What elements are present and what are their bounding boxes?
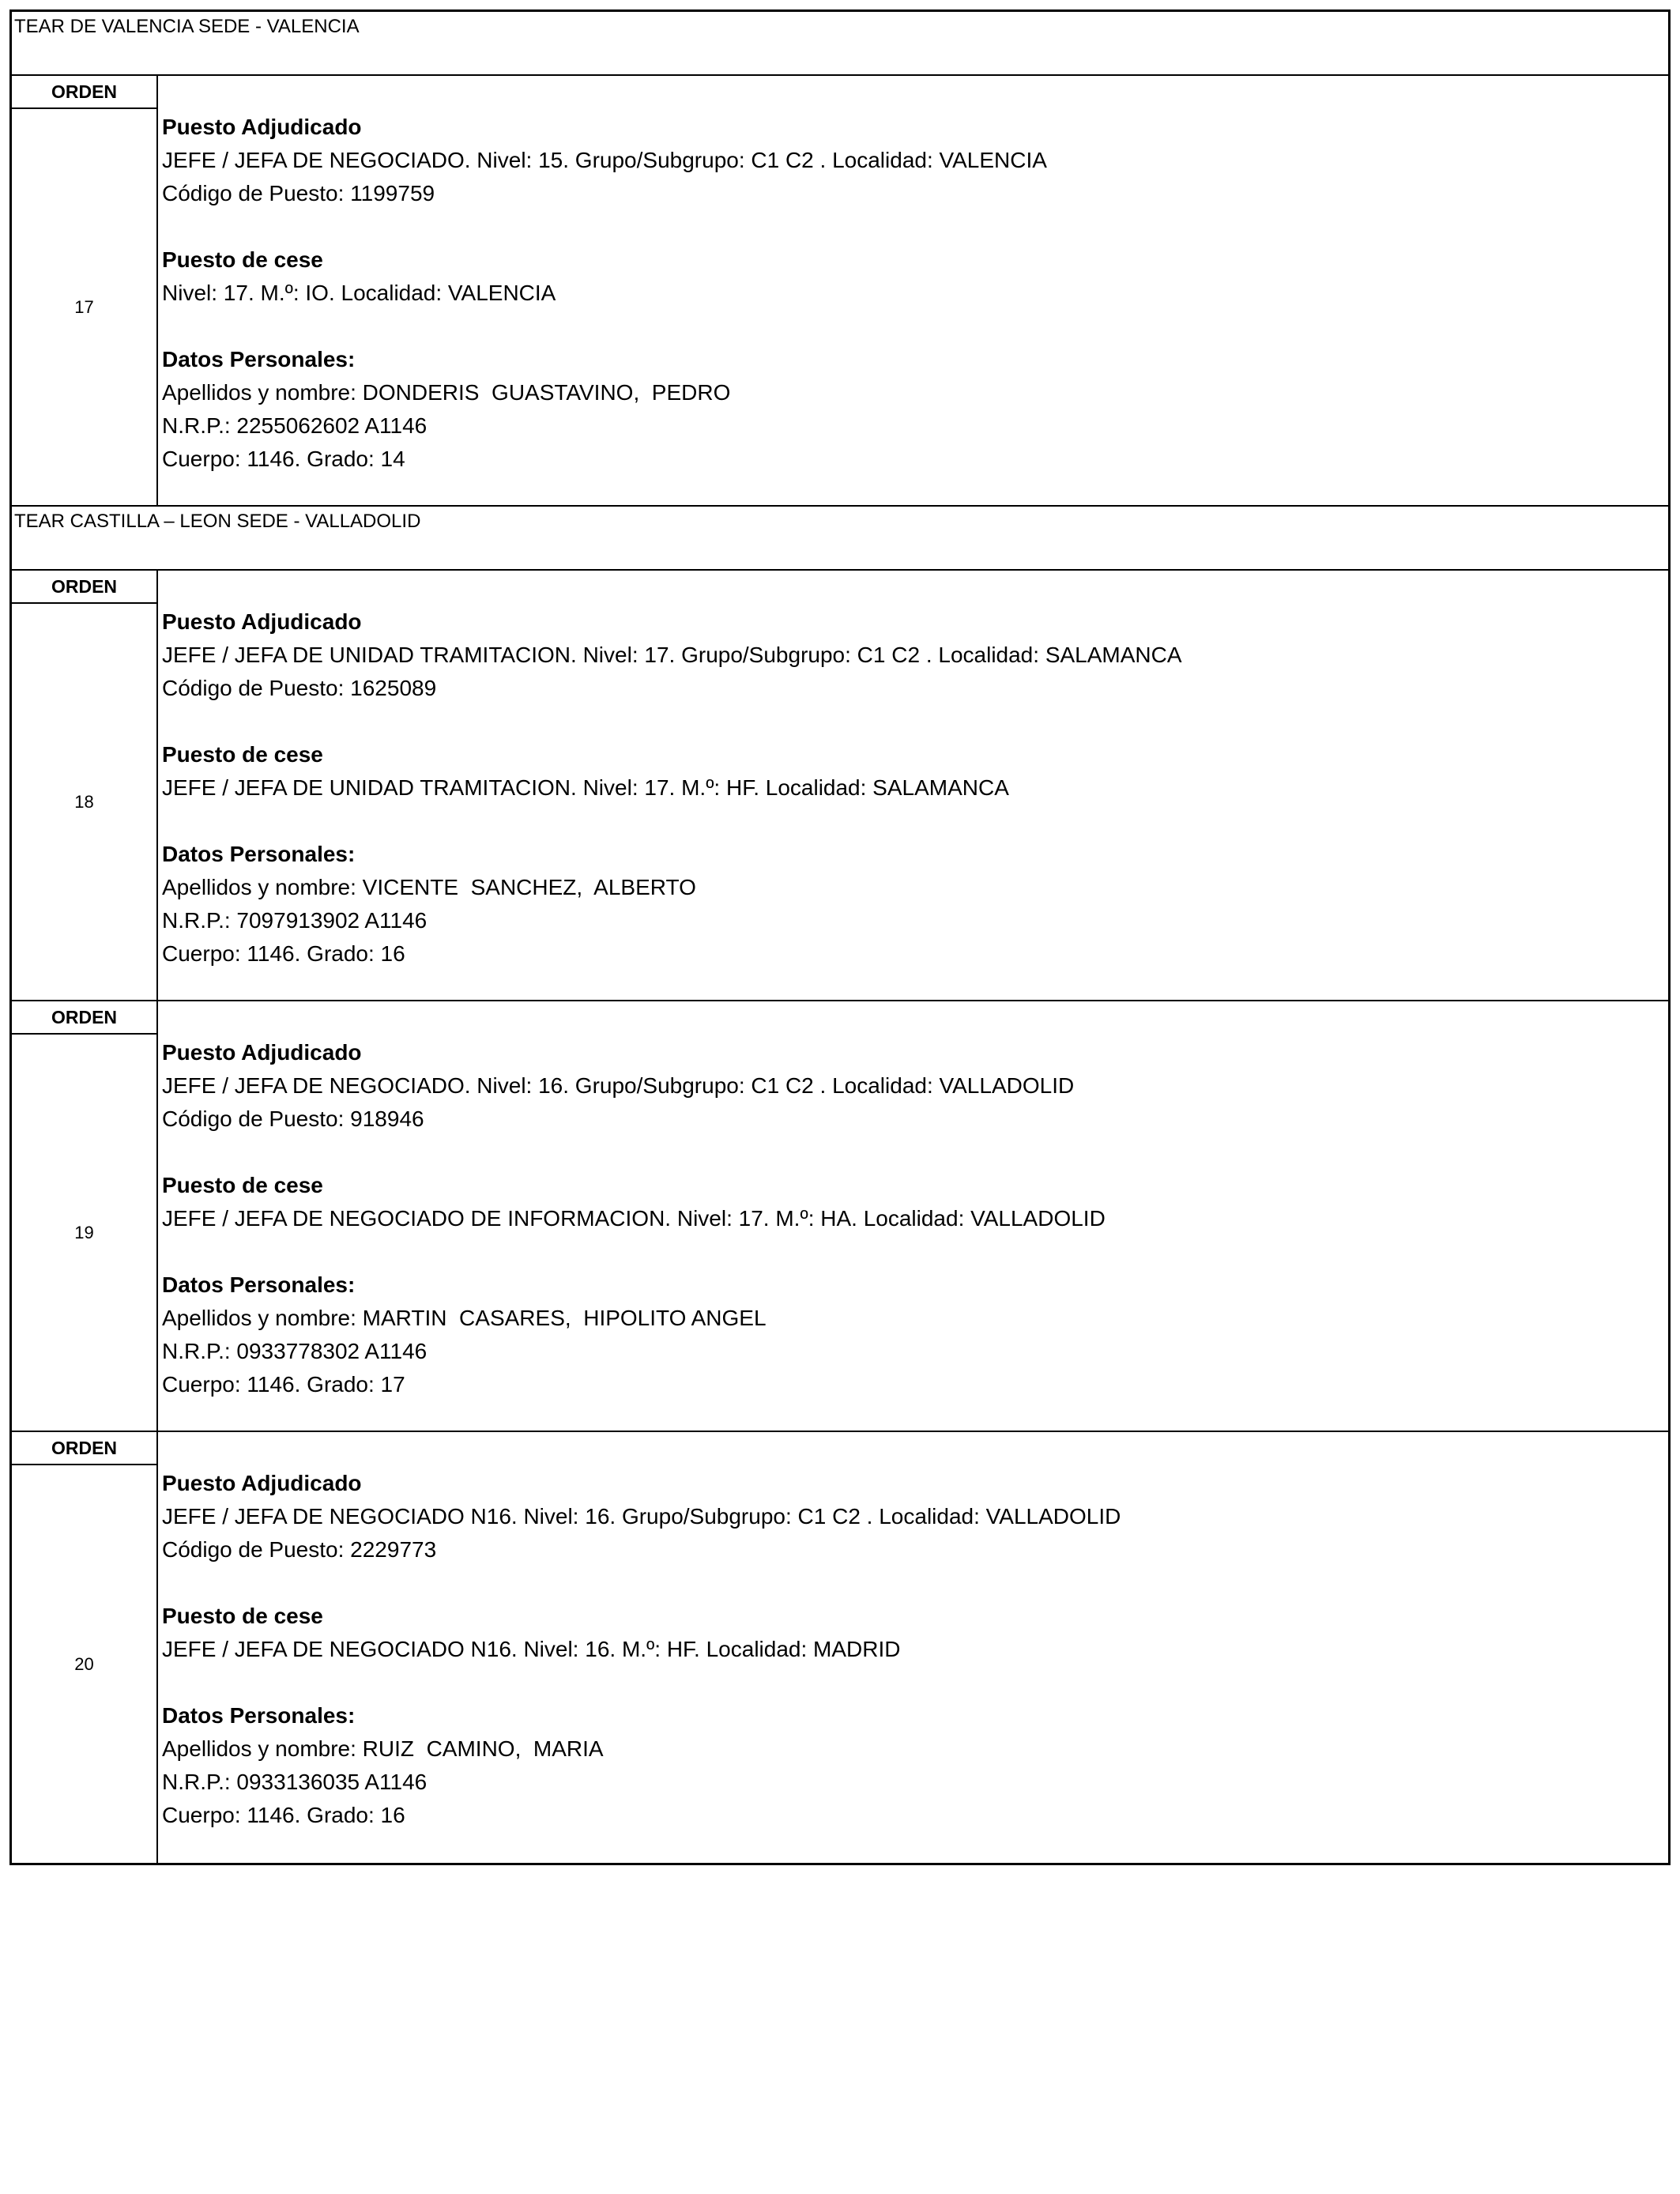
entry-details (158, 76, 1668, 505)
puesto-adjudicado-description: JEFE / JEFA DE UNIDAD TRAMITACION. Nivel: 17. Grupo/Subgrupo: C1 C2 . Localidad: SALAMANCA (162, 643, 1182, 667)
codigo-puesto: Código de Puesto: 1625089 (162, 676, 437, 700)
orden-label: ORDEN (12, 571, 156, 604)
puesto-cese-heading: Puesto de cese (162, 1173, 323, 1197)
apellidos-nombre: Apellidos y nombre: MARTIN CASARES, HIPOLITO ANGEL (162, 1306, 767, 1330)
cuerpo-grado: Cuerpo: 1146. Grado: 17 (162, 1372, 405, 1397)
spacer (162, 805, 1668, 838)
nrp: N.R.P.: 0933778302 A1146 (162, 1339, 428, 1363)
puesto-adjudicado-heading: Puesto Adjudicado (162, 115, 362, 139)
spacer (162, 210, 1668, 243)
orden-column (12, 571, 158, 1000)
orden-column (12, 1001, 158, 1431)
entry-details (158, 1432, 1668, 1863)
apellidos-nombre: Apellidos y nombre: DONDERIS GUASTAVINO, PEDRO (162, 380, 731, 405)
cuerpo-grado: Cuerpo: 1146. Grado: 16 (162, 941, 405, 966)
codigo-puesto: Código de Puesto: 1199759 (162, 181, 435, 205)
apellidos-nombre: Apellidos y nombre: RUIZ CAMINO, MARIA (162, 1736, 604, 1761)
nrp: N.R.P.: 7097913902 A1146 (162, 908, 428, 933)
orden-number: 20 (74, 1653, 94, 1674)
orden-label: ORDEN (12, 76, 156, 109)
apellidos-nombre: Apellidos y nombre: VICENTE SANCHEZ, ALBERTO (162, 875, 696, 899)
spacer (162, 1566, 1668, 1600)
puesto-cese-description: JEFE / JEFA DE NEGOCIADO DE INFORMACION. Nivel: 17. M.º: HA. Localidad: VALLADOLID (162, 1206, 1106, 1231)
puesto-adjudicado-description: JEFE / JEFA DE NEGOCIADO. Nivel: 15. Grupo/Subgrupo: C1 C2 . Localidad: VALENCIA (162, 148, 1047, 172)
orden-column (12, 1432, 158, 1863)
puesto-cese-description: JEFE / JEFA DE UNIDAD TRAMITACION. Nivel: 17. M.º: HF. Localidad: SALAMANCA (162, 775, 1009, 800)
table-row (12, 1432, 1668, 1863)
puesto-adjudicado-heading: Puesto Adjudicado (162, 1471, 362, 1495)
sede-header: TEAR CASTILLA – LEON SEDE - VALLADOLID (12, 507, 1668, 571)
datos-personales-heading: Datos Personales: (162, 842, 356, 866)
puesto-adjudicado-description: JEFE / JEFA DE NEGOCIADO. Nivel: 16. Grupo/Subgrupo: C1 C2 . Localidad: VALLADOLID (162, 1073, 1075, 1098)
puesto-cese-heading: Puesto de cese (162, 742, 323, 767)
nrp: N.R.P.: 2255062602 A1146 (162, 413, 428, 438)
cuerpo-grado: Cuerpo: 1146. Grado: 16 (162, 1803, 405, 1827)
orden-column (12, 76, 158, 505)
orden-label: ORDEN (12, 1432, 156, 1465)
cuerpo-grado: Cuerpo: 1146. Grado: 14 (162, 447, 405, 471)
entry-details (158, 571, 1668, 1000)
puesto-cese-description: JEFE / JEFA DE NEGOCIADO N16. Nivel: 16. M.º: HF. Localidad: MADRID (162, 1637, 901, 1661)
datos-personales-heading: Datos Personales: (162, 1703, 356, 1728)
orden-number: 19 (74, 1222, 94, 1242)
spacer (162, 705, 1668, 738)
codigo-puesto: Código de Puesto: 918946 (162, 1106, 424, 1131)
datos-personales-heading: Datos Personales: (162, 347, 356, 371)
puesto-adjudicado-heading: Puesto Adjudicado (162, 609, 362, 634)
puesto-cese-heading: Puesto de cese (162, 247, 323, 272)
sede-header: TEAR DE VALENCIA SEDE - VALENCIA (12, 12, 1668, 76)
orden-number: 17 (74, 296, 94, 317)
orden-number: 18 (74, 791, 94, 812)
spacer (162, 310, 1668, 343)
puesto-adjudicado-description: JEFE / JEFA DE NEGOCIADO N16. Nivel: 16. Grupo/Subgrupo: C1 C2 . Localidad: VALLADOLID (162, 1504, 1121, 1529)
nrp: N.R.P.: 0933136035 A1146 (162, 1770, 428, 1794)
spacer (162, 1136, 1668, 1169)
table-row (12, 1001, 1668, 1432)
puesto-adjudicado-heading: Puesto Adjudicado (162, 1040, 362, 1065)
orden-label: ORDEN (12, 1001, 156, 1035)
codigo-puesto: Código de Puesto: 2229773 (162, 1537, 437, 1562)
puesto-cese-heading: Puesto de cese (162, 1604, 323, 1628)
datos-personales-heading: Datos Personales: (162, 1272, 356, 1297)
resolution-table (9, 9, 1671, 1865)
entry-details (158, 1001, 1668, 1431)
spacer (162, 1666, 1668, 1699)
table-row (12, 76, 1668, 507)
table-row (12, 571, 1668, 1001)
puesto-cese-description: Nivel: 17. M.º: IO. Localidad: VALENCIA (162, 281, 556, 305)
spacer (162, 1235, 1668, 1269)
